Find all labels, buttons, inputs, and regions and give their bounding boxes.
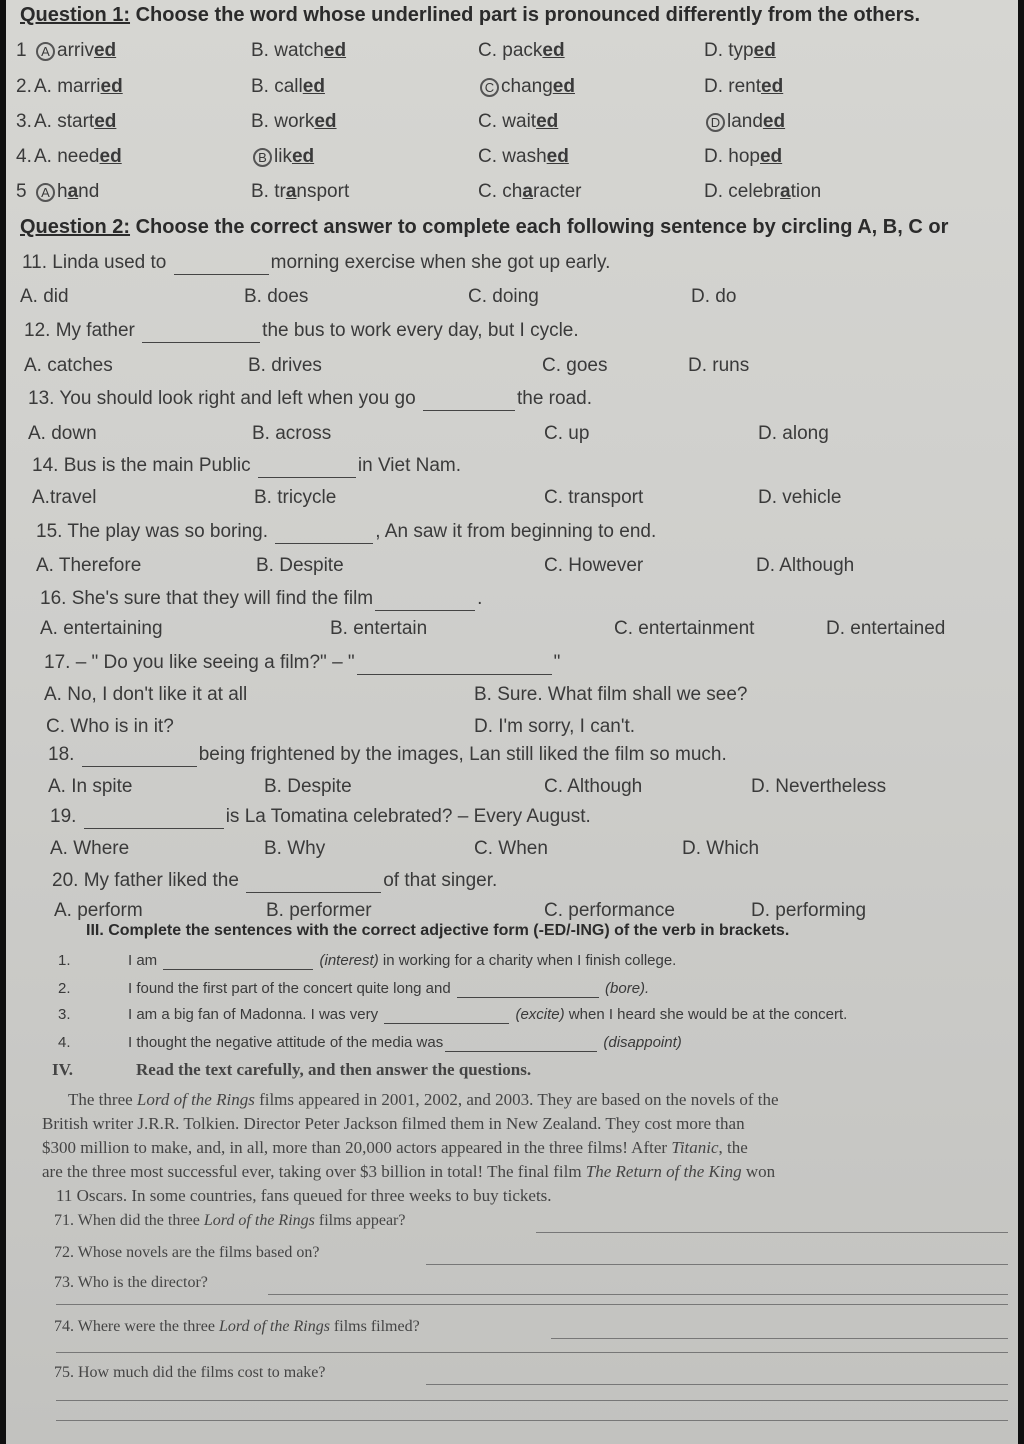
answer-blank xyxy=(82,744,197,767)
answer-blank xyxy=(163,952,313,970)
question-2-stem xyxy=(40,588,482,611)
circled-answer-mark: A xyxy=(36,183,55,202)
circled-answer-mark: B xyxy=(253,148,272,167)
verb-hint: (excite) xyxy=(511,1006,565,1023)
question-text: 73. Who is the director? xyxy=(54,1274,208,1291)
answer-line xyxy=(536,1232,1008,1233)
underlined-part: ed xyxy=(314,111,337,132)
answer-option xyxy=(34,146,122,168)
comprehension-question xyxy=(54,1318,420,1336)
underlined-part: ed xyxy=(302,76,325,97)
answer-option xyxy=(251,181,349,203)
section-3-item xyxy=(58,1034,682,1052)
option-letter: A. xyxy=(34,111,58,132)
answer-option xyxy=(478,181,582,203)
answer-blank xyxy=(375,588,475,611)
underlined-part: ed xyxy=(94,111,117,132)
answer-choice: B. drives xyxy=(248,355,322,376)
answer-choice: A. In spite xyxy=(48,776,133,797)
stem-text-before: 17. – " Do you like seeing a film?" – " xyxy=(44,652,355,673)
answer-blank xyxy=(258,455,356,478)
answer-choice: C. Who is in it? xyxy=(46,716,174,737)
option-word-start: tr xyxy=(274,181,286,202)
underlined-part: ed xyxy=(546,146,569,167)
stem-text-after: " xyxy=(553,652,561,673)
answer-choice: A. No, I don't like it at all xyxy=(44,684,248,705)
answer-choice: B. does xyxy=(244,286,309,307)
stem-text-before: 15. The play was so boring. xyxy=(36,521,274,542)
answer-choice: D. vehicle xyxy=(758,487,842,508)
answer-choice: C. Although xyxy=(544,776,643,797)
answer-line xyxy=(426,1264,1008,1265)
option-letter: B. xyxy=(251,40,275,61)
stem-text-after: in Viet Nam. xyxy=(357,455,462,476)
option-word-start: h xyxy=(57,181,68,202)
question-1-row xyxy=(16,111,1006,133)
answer-choice: B. across xyxy=(252,423,332,444)
option-letter: A. xyxy=(34,76,58,97)
question-2-heading xyxy=(20,216,948,239)
answer-line xyxy=(56,1304,1008,1305)
question-label: Question 1: xyxy=(20,4,131,26)
question-1-row xyxy=(16,76,1006,98)
question-text: 71. When did the three xyxy=(54,1212,204,1229)
option-letter: D. xyxy=(704,76,729,97)
answer-choice: C. entertainment xyxy=(614,618,755,639)
answer-choice: D. I'm sorry, I can't. xyxy=(474,716,636,737)
option-letter: C. xyxy=(478,40,503,61)
answer-option xyxy=(34,40,116,62)
question-2-stem xyxy=(24,320,579,343)
option-letter: A. xyxy=(34,146,58,167)
question-2-stem xyxy=(22,252,610,275)
underlined-part: ed xyxy=(100,76,123,97)
underlined-part: a xyxy=(285,181,297,202)
answer-option xyxy=(34,111,116,133)
option-word-start: pack xyxy=(502,40,543,61)
answer-blank xyxy=(142,320,260,343)
answer-option xyxy=(478,111,558,133)
answer-choice: A. catches xyxy=(24,355,113,376)
question-2-stem xyxy=(28,388,592,411)
answer-choice: B. entertain xyxy=(330,618,428,639)
stem-text-before: 12. My father xyxy=(24,320,141,341)
passage-title: Lord of the Rings xyxy=(136,1090,255,1109)
answer-blank xyxy=(174,252,269,275)
underlined-part: ed xyxy=(761,76,784,97)
option-word-start: typ xyxy=(728,40,754,61)
answer-option xyxy=(704,76,783,98)
option-letter: C. xyxy=(478,111,503,132)
passage-text: British writer J.R.R. Tolkien. Director Peter Jackson filmed them in New Zealand. They cost more than xyxy=(42,1114,745,1133)
option-word-start: celebr xyxy=(728,181,781,202)
passage-text: 11 Oscars. In some countries, fans queued for three weeks to buy tickets. xyxy=(56,1186,552,1205)
answer-line xyxy=(56,1420,1008,1421)
question-text: 75. How much did the films cost to make? xyxy=(54,1364,326,1381)
section-3-heading: III. Complete the sentences with the correct adjective form (-ED/-ING) of the verb in brackets. xyxy=(86,922,790,939)
circled-answer-mark: D xyxy=(706,113,725,132)
option-letter: C. xyxy=(478,146,503,167)
reading-passage-line xyxy=(68,1090,779,1110)
question-2-stem xyxy=(32,455,461,478)
stem-text-after: morning exercise when she got up early. xyxy=(270,252,611,273)
sentence-start: I am a big fan of Madonna. I was very xyxy=(128,1006,383,1023)
passage-text: films appeared in 2001, 2002, and 2003. They are based on the novels of the xyxy=(254,1090,779,1109)
option-word-start: hop xyxy=(728,146,760,167)
answer-blank xyxy=(357,652,552,675)
question-2-stem xyxy=(44,652,560,675)
answer-line xyxy=(56,1352,1008,1353)
underlined-part: ed xyxy=(762,111,786,132)
comprehension-question xyxy=(54,1274,208,1292)
sentence-end: when I heard she would be at the concert. xyxy=(564,1006,848,1023)
stem-text-after: . xyxy=(477,588,483,609)
stem-text-after: the road. xyxy=(516,388,592,409)
answer-choice: D. performing xyxy=(751,900,867,921)
option-letter: B. xyxy=(251,181,275,202)
stem-text-before: 16. She's sure that they will find the film xyxy=(40,588,374,609)
option-word-start: wait xyxy=(502,111,537,132)
underlined-part: ed xyxy=(93,40,117,61)
option-letter: D. xyxy=(704,181,729,202)
passage-text: The three xyxy=(68,1090,137,1109)
question-instruction: Choose the correct answer to complete each following sentence by circling A, B, C or xyxy=(130,216,949,238)
answer-choice: A.travel xyxy=(32,487,97,508)
stem-text-before: 19. xyxy=(50,806,82,827)
answer-choice: C. goes xyxy=(542,355,608,376)
worksheet-page xyxy=(6,0,1018,1444)
circled-answer-mark: C xyxy=(480,78,499,97)
answer-blank xyxy=(423,388,515,411)
question-2-stem xyxy=(36,521,656,544)
option-word-start: watch xyxy=(274,40,324,61)
answer-line xyxy=(426,1384,1008,1385)
answer-choice: C. When xyxy=(474,838,548,859)
item-number: 5 xyxy=(16,181,27,202)
underlined-part: ed xyxy=(291,146,315,167)
answer-option xyxy=(251,40,346,62)
option-word-start: need xyxy=(57,146,100,167)
question-1-heading xyxy=(20,4,920,27)
answer-line xyxy=(551,1338,1008,1339)
option-word-start: ch xyxy=(502,181,523,202)
section-3-item xyxy=(58,1006,847,1024)
question-1-row xyxy=(16,181,1006,203)
film-title: Lord of the Rings xyxy=(218,1318,330,1335)
section-3-item xyxy=(58,952,676,970)
verb-hint: (disappoint) xyxy=(599,1034,682,1051)
answer-choice: D. Nevertheless xyxy=(751,776,887,797)
option-word-end: tion xyxy=(790,181,822,202)
underlined-part: a xyxy=(780,181,791,202)
answer-choice: B. Despite xyxy=(256,555,344,576)
answer-choice: C. doing xyxy=(468,286,539,307)
option-word-start: start xyxy=(57,111,95,132)
item-number: 1. xyxy=(58,952,71,969)
passage-text: are the three most successful ever, taking over $3 billion in total! The final film xyxy=(42,1162,586,1181)
underlined-part: ed xyxy=(542,40,565,61)
option-word-end: nsport xyxy=(296,181,350,202)
stem-text-before: 11. Linda used to xyxy=(22,252,172,273)
reading-passage-line xyxy=(42,1162,775,1182)
question-text: 74. Where were the three xyxy=(54,1318,219,1335)
answer-option xyxy=(704,111,785,133)
passage-text: $300 million to make, and, in all, more than 20,000 actors appeared in the three films! After xyxy=(42,1138,672,1157)
stem-text-after: is La Tomatina celebrated? – Every August. xyxy=(225,806,591,827)
answer-choice: A. did xyxy=(20,286,69,307)
answer-blank xyxy=(275,521,373,544)
answer-choice: A. Where xyxy=(50,838,130,859)
film-title: Lord of the Rings xyxy=(203,1212,315,1229)
option-word-start: call xyxy=(274,76,303,97)
underlined-part: ed xyxy=(536,111,559,132)
section-instruction: Read the text carefully, and then answer the questions. xyxy=(136,1060,532,1079)
underlined-part: a xyxy=(67,181,79,202)
question-2-stem xyxy=(52,870,497,893)
stem-text-before: 13. You should look right and left when you go xyxy=(28,388,421,409)
passage-text: , the xyxy=(718,1138,748,1157)
stem-text-before: 14. Bus is the main Public xyxy=(32,455,256,476)
question-label: Question 2: xyxy=(20,216,131,238)
sentence-start: I thought the negative attitude of the media was xyxy=(128,1034,444,1051)
answer-choice: D. Which xyxy=(682,838,760,859)
stem-text-after: of that singer. xyxy=(383,870,498,891)
answer-choice: A. Therefore xyxy=(36,555,142,576)
comprehension-question xyxy=(54,1244,319,1262)
answer-blank xyxy=(84,806,224,829)
question-2-stem xyxy=(50,806,591,829)
answer-choice: B. Why xyxy=(264,838,326,859)
reading-passage-line xyxy=(56,1186,552,1206)
answer-choice: B. Despite xyxy=(264,776,352,797)
reading-passage-line xyxy=(42,1114,745,1134)
answer-choice: B. Sure. What film shall we see? xyxy=(474,684,748,705)
answer-choice: B. performer xyxy=(266,900,372,921)
option-word-start: work xyxy=(274,111,315,132)
question-text: films filmed? xyxy=(329,1318,420,1335)
option-word-start: lik xyxy=(274,146,292,167)
passage-title: The Return of the King xyxy=(585,1162,742,1181)
sentence-end: in working for a charity when I finish college. xyxy=(378,952,677,969)
option-word-start: marri xyxy=(57,76,101,97)
stem-text-before: 18. xyxy=(48,744,80,765)
circled-answer-mark: A xyxy=(36,42,55,61)
question-text: films appear? xyxy=(314,1212,406,1229)
option-letter: B. xyxy=(251,111,275,132)
answer-option xyxy=(478,76,575,98)
section-roman: IV. xyxy=(52,1060,73,1079)
option-word-start: chang xyxy=(501,76,553,97)
answer-option xyxy=(704,40,776,62)
question-text: 72. Whose novels are the films based on? xyxy=(54,1244,320,1261)
passage-title: Titanic xyxy=(671,1138,719,1157)
question-2-stem xyxy=(48,744,727,767)
underlined-part: ed xyxy=(753,40,776,61)
answer-choice: C. However xyxy=(544,555,644,576)
answer-choice: D. entertained xyxy=(826,618,946,639)
underlined-part: ed xyxy=(323,40,347,61)
answer-choice: C. performance xyxy=(544,900,675,921)
answer-option xyxy=(704,146,782,168)
comprehension-question xyxy=(54,1212,405,1230)
answer-blank xyxy=(457,980,599,998)
stem-text-after: the bus to work every day, but I cycle. xyxy=(262,320,579,341)
stem-text-before: 20. My father liked the xyxy=(52,870,245,891)
answer-blank xyxy=(246,870,381,893)
underlined-part: ed xyxy=(99,146,122,167)
answer-choice: C. transport xyxy=(544,487,644,508)
answer-option xyxy=(34,76,123,98)
option-letter: C. xyxy=(478,181,503,202)
sentence-start: I am xyxy=(128,952,162,969)
underlined-part: ed xyxy=(552,76,575,97)
option-word-start: land xyxy=(727,111,763,132)
item-number: 2. xyxy=(16,76,32,97)
passage-text: won xyxy=(741,1162,776,1181)
answer-line xyxy=(56,1400,1008,1401)
answer-line xyxy=(268,1294,1008,1295)
underlined-part: a xyxy=(522,181,533,202)
answer-choice: D. do xyxy=(691,286,737,307)
answer-choice: C. up xyxy=(544,423,590,444)
sentence-start: I found the first part of the concert quite long and xyxy=(128,980,455,997)
section-3-item xyxy=(58,980,649,998)
answer-option xyxy=(251,146,314,168)
question-instruction: Choose the word whose underlined part is pronounced differently from the others. xyxy=(130,4,921,26)
answer-option xyxy=(251,76,325,98)
answer-choice: D. along xyxy=(758,423,829,444)
answer-blank xyxy=(445,1034,597,1052)
question-1-row xyxy=(16,40,1006,62)
stem-text-after: being frightened by the images, Lan still liked the film so much. xyxy=(198,744,727,765)
answer-choice: A. perform xyxy=(54,900,143,921)
verb-hint: (bore). xyxy=(600,980,650,997)
stem-text-after: , An saw it from beginning to end. xyxy=(375,521,657,542)
comprehension-question xyxy=(54,1364,326,1382)
option-word-end: nd xyxy=(78,181,100,202)
option-word-end: racter xyxy=(532,181,582,202)
answer-choice: D. runs xyxy=(688,355,750,376)
underlined-part: ed xyxy=(759,146,783,167)
answer-option xyxy=(34,181,99,203)
verb-hint: (interest) xyxy=(315,952,379,969)
answer-option xyxy=(704,181,821,203)
option-letter: D. xyxy=(704,40,729,61)
question-1-row xyxy=(16,146,1006,168)
item-number: 4. xyxy=(58,1034,71,1051)
section-4-heading xyxy=(52,1060,531,1080)
answer-choice: A. entertaining xyxy=(40,618,163,639)
reading-passage-line xyxy=(42,1138,748,1158)
option-word-start: wash xyxy=(502,146,547,167)
item-number: 1 xyxy=(16,40,27,61)
answer-choice: B. tricycle xyxy=(254,487,337,508)
answer-option xyxy=(478,40,565,62)
option-word-start: arriv xyxy=(57,40,94,61)
item-number: 2. xyxy=(58,980,71,997)
answer-choice: D. Although xyxy=(756,555,855,576)
answer-blank xyxy=(384,1006,509,1024)
option-word-start: rent xyxy=(728,76,762,97)
item-number: 4. xyxy=(16,146,32,167)
item-number: 3. xyxy=(16,111,32,132)
item-number: 3. xyxy=(58,1006,71,1023)
option-letter: B. xyxy=(251,76,275,97)
answer-choice: A. down xyxy=(28,423,97,444)
answer-option xyxy=(251,111,337,133)
option-letter: D. xyxy=(704,146,729,167)
answer-option xyxy=(478,146,569,168)
